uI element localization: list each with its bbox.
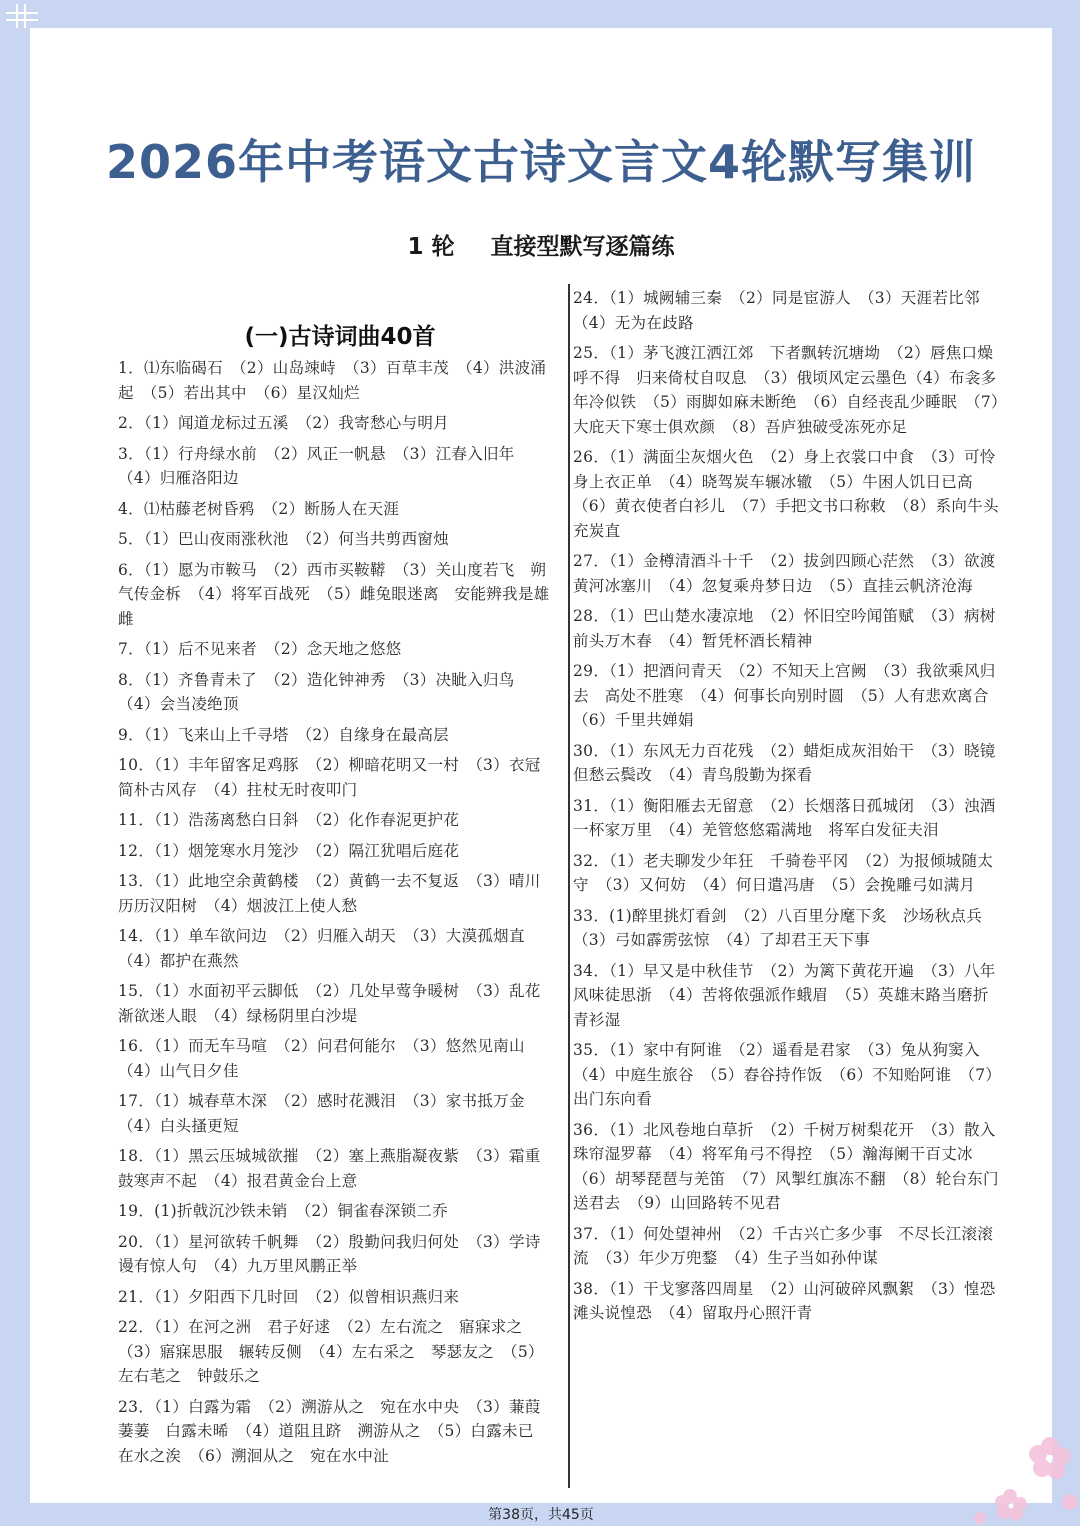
answer-item: 6．（1）愿为市鞍马 （2）西市买鞍鞯 （3）关山度若飞 朔气传金柝 （4）将军百战死 （5）雌兔眼迷离 安能辨我是雄雌 (118, 560, 550, 628)
answer-item: 20．（1）星河欲转千帆舞 （2）殷勤问我归何处 （3）学诗谩有惊人句 （4）九万里风鹏正举 (118, 1232, 541, 1275)
document-page (30, 28, 1052, 1523)
answer-item: 23．（1）白露为霜 （2）溯游从之 宛在水中央 （3）蒹葭萋萋 白露未晞 （4）道阻且跻 溯游从之 （5）白露未已 在水之涘 （6）溯洄从之 宛在水中沚 (118, 1397, 550, 1465)
answer-item: 5．（1）巴山夜雨涨秋池 （2）何当共剪西窗烛 (118, 530, 449, 548)
answer-item: 11．（1）浩荡离愁白日斜 （2）化作春泥更护花 (118, 811, 460, 829)
answer-item: 22．（1）在河之洲 君子好逑 （2）左右流之 寤寐求之 （3）寤寐思服 辗转反侧 （4）左右采之 琴瑟友之 （5）左右芼之 钟鼓乐之 (118, 1318, 544, 1385)
answer-item: 4．⑴枯藤老树昏鸦 （2）断肠人在天涯 (118, 499, 400, 518)
answer-item: 26．（1）满面尘灰烟火色 （2）身上衣裳口中食 （3）可怜身上衣正单 （4）晓驾炭车辗冰辙 （5）牛困人饥日已高 （6）黄衣使者白衫儿 （7）手把文书口称敕 （8）系向牛头充炭直 (573, 448, 999, 540)
answer-item: 24．（1）城阙辅三秦 （2）同是宦游人 （3）天涯若比邻 （4）无为在歧路 (573, 289, 996, 332)
answer-item: 16．（1）而无车马喧 （2）问君何能尔 （3）悠然见南山 （4）山气日夕佳 (118, 1037, 541, 1080)
answer-item: 34．（1）早又是中秋佳节 （2）为篱下黄花开遍 （3）八年风味徒思浙 （4）苦将侬强派作蛾眉 （5）英雄末路当磨折 青衫湿 (573, 961, 1005, 1029)
page-number: 第38页，共45页 (488, 1507, 594, 1523)
answer-item: 21．（1）夕阳西下几时回 （2）似曾相识燕归来 (118, 1287, 460, 1306)
grid-mark-icon (6, 4, 38, 28)
answer-item: 12．（1）烟笼寒水月笼沙 （2）隔江犹唱后庭花 (118, 841, 460, 860)
answer-item: 29．（1）把酒问青天 （2）不知天上宫阙 （3）我欲乘风归去 高处不胜寒 （4）何事长向别时圆 （5）人有悲欢离合 （6）千里共婵娟 (573, 662, 1005, 729)
answer-item: 7．（1）后不见来者 （2）念天地之悠悠 (118, 640, 402, 658)
answer-item: 37．（1）何处望神州 （2）千古兴亡多少事 不尽长江滚滚流 （3）年少万兜鍪 （4）生子当如孙仲谋 (573, 1224, 994, 1267)
answer-item: 27．（1）金樽清酒斗十千 （2）拔剑四顾心茫然 （3）欲渡黄河冰塞川 （4）忽复乘舟梦日边 （5）直挂云帆济沧海 (573, 552, 996, 595)
answer-item: 17．（1）城春草木深 （2）感时花溅泪 （3）家书抵万金 （4）白头搔更短 (118, 1092, 541, 1135)
answer-item: 28．（1）巴山楚水凄凉地 （2）怀旧空吟闻笛赋 （3）病树前头万木春 （4）暂凭杯酒长精神 (573, 607, 996, 650)
answer-item: 10．（1）丰年留客足鸡豚 （2）柳暗花明又一村 （3）衣冠简朴古风存 （4）拄杖无时夜叩门 (118, 756, 541, 799)
section-heading: (一)古诗词曲40首 (244, 324, 436, 350)
answer-item: 14．（1）单车欲问边 （2）归雁入胡天 （3）大漠孤烟直 （4）都护在燕然 (118, 927, 541, 970)
answer-item: 33．(1)醉里挑灯看剑 （2）八百里分麾下炙 沙场秋点兵 （3）弓如霹雳弦惊 （4）了却君王天下事 (573, 906, 998, 949)
answer-item: 38．（1）干戈寥落四周星 （2）山河破碎风飘絮 （3）惶恐滩头说惶恐 （4）留取丹心照汗青 (573, 1279, 996, 1322)
answer-item: 35．（1）家中有阿谁 （2）遥看是君家 （3）兔从狗窦入 （4）中庭生旅谷 （5）舂谷持作饭 （6）不知贻阿谁 （7）出门东向看 (573, 1041, 1002, 1108)
answer-item: 3．（1）行舟绿水前 （2）风正一帆悬 （3）江春入旧年 （4）归雁洛阳边 (118, 444, 531, 487)
answer-item: 25．（1）茅飞渡江洒江郊 下者飘转沉塘坳 （2）唇焦口燥呼不得 归来倚杖自叹息 （3）俄顷风定云墨色（4）布衾多年冷似铁 （5）雨脚如麻未断绝 （6）自经丧乱少睡眠 （7）大庇天下寒士俱欢颜 （8）吾庐独破受冻死亦足 (573, 344, 1007, 436)
column-divider (568, 284, 570, 1488)
round-name: 直接型默写逐篇练 (490, 234, 675, 260)
page-title: 2026年中考语文古诗文言文4轮默写集训 (105, 135, 977, 189)
answer-item: 8．（1）齐鲁青未了 （2）造化钟神秀 （3）决眦入归鸟 （4）会当凌绝顶 (118, 670, 531, 713)
answer-item: 32．（1）老夫聊发少年狂 千骑卷平冈 （2）为报倾城随太守 （3）又何妨 （4）何日遣冯唐 （5）会挽雕弓如满月 (573, 851, 994, 894)
answer-item: 31．（1）衡阳雁去无留意 （2）长烟落日孤城闭 （3）浊酒一杯家万里 （4）羌管悠悠霜满地 将军白发征夫泪 (573, 796, 996, 839)
answer-item: 9．（1）飞来山上千寻塔 （2）自缘身在最高层 (118, 725, 449, 744)
cherry-blossom-icon (950, 1406, 1080, 1526)
round-heading (30, 228, 1052, 261)
left-column (118, 356, 554, 1474)
answer-item: 13．（1）此地空余黄鹤楼 （2）黄鹤一去不复返 （3）晴川历历汉阳树 （4）烟波江上使人愁 (118, 872, 541, 915)
answer-item: 1．⑴东临碣石 （2）山岛竦峙 （3）百草丰茂 （4）洪波涌起 （5）若出其中 （6）星汉灿烂 (118, 359, 547, 402)
answer-item: 15．（1）水面初平云脚低 （2）几处早莺争暖树 （3）乱花渐欲迷人眼 （4）绿杨阴里白沙堤 (118, 982, 541, 1025)
right-column (573, 286, 1007, 1332)
answer-item: 2．（1）闻道龙标过五溪 （2）我寄愁心与明月 (118, 414, 449, 432)
answer-item: 18．（1）黑云压城城欲摧 （2）塞上燕脂凝夜紫 （3）霜重鼓寒声不起 （4）报君黄金台上意 (118, 1147, 541, 1190)
answer-item: 19．(1)折戟沉沙铁未销 （2）铜雀春深锁二乔 (118, 1202, 448, 1220)
round-number: 1 轮 (407, 234, 455, 260)
answer-item: 36．（1）北风卷地白草折 （2）千树万树梨花开 （3）散入珠帘湿罗幕 （4）将军角弓不得控 （5）瀚海阑干百丈冰 （6）胡琴琵琶与羌笛 （7）风掣红旗冻不翻 （8）轮台东门送君去 （9）山回路转不见君 (573, 1120, 999, 1212)
answer-item: 30．（1）东风无力百花残 （2）蜡炬成灰泪始干 （3）晓镜但愁云鬓改 （4）青鸟殷勤为探看 (573, 741, 996, 784)
